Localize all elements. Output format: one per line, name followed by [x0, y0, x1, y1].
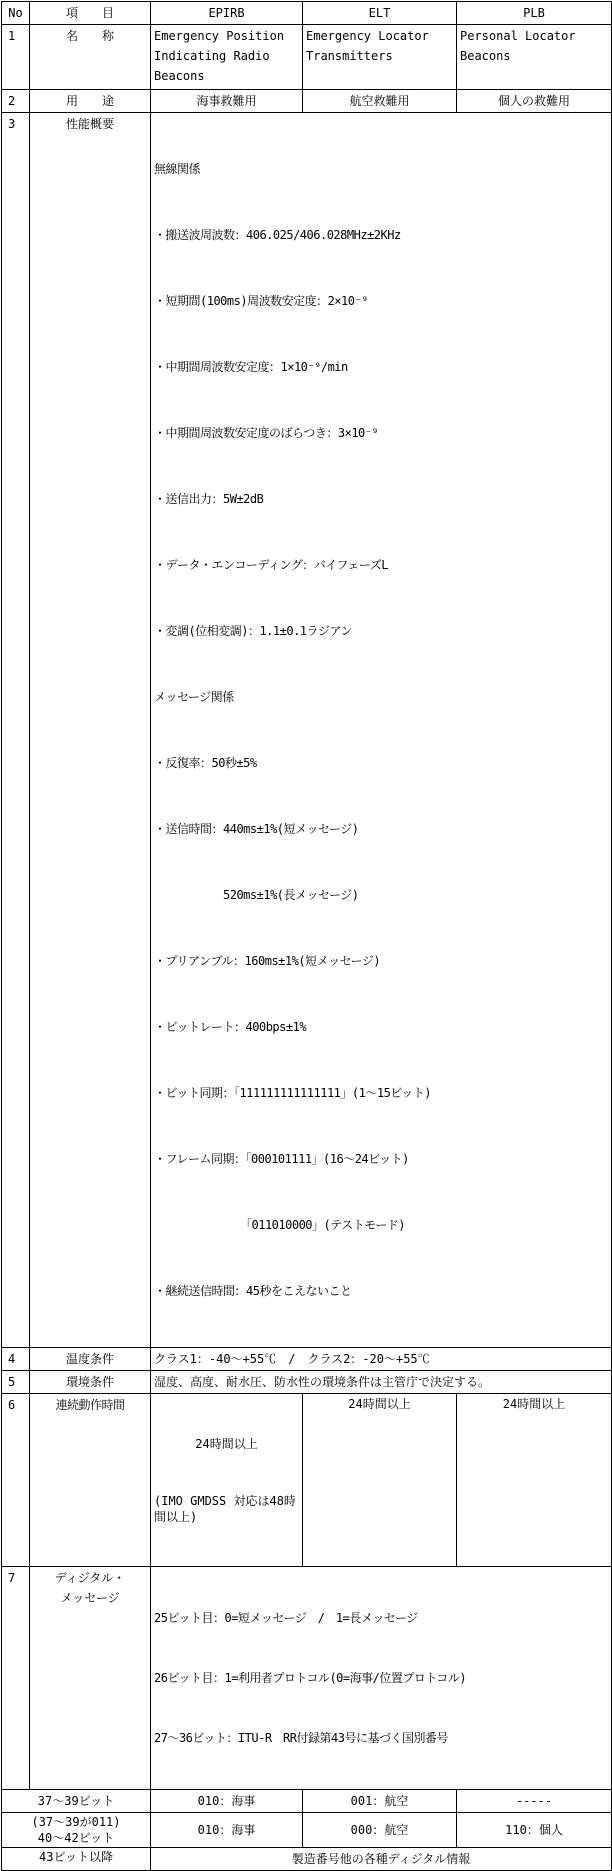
perf-line: ・プリアンブル：160ms±1%(短メッセージ): [154, 954, 381, 968]
row-temperature: [2, 1348, 612, 1371]
row-1-epirb: Emergency Position Indicating Radio Beacons: [151, 25, 303, 90]
row-10-text: 製造番号他の各種ディジタル情報: [151, 1848, 612, 1871]
perf-line: 無線関係: [154, 162, 201, 176]
row-7-no: 7: [2, 1567, 30, 1790]
perf-line: ・搬送波周波数：406.025/406.028MHz±2KHz: [154, 228, 401, 242]
row-9-plb: 110：個人: [457, 1813, 612, 1848]
header-item: 項 目: [30, 2, 151, 25]
row-performance: [2, 113, 612, 1348]
beacon-spec-table: [1, 1, 612, 1871]
row-4-no: 4: [2, 1348, 30, 1371]
row-5-no: 5: [2, 1371, 30, 1394]
row-8-elt: 001：航空: [303, 1790, 457, 1813]
row-9-label: (37〜39が011) 40〜42ビット: [2, 1813, 151, 1848]
row-6-elt: 24時間以上: [303, 1394, 457, 1567]
row-7-item: ディジタル・ メッセージ: [30, 1567, 151, 1790]
row-8-epirb: 010：海事: [151, 1790, 303, 1813]
row-8-plb: -----: [457, 1790, 612, 1813]
row-9-elt: 000：航空: [303, 1813, 457, 1848]
row-6-item: 連続動作時間: [30, 1394, 151, 1567]
row-digital-message: [2, 1567, 612, 1790]
row-9-epirb: 010：海事: [151, 1813, 303, 1848]
perf-line: メッセージ関係: [154, 690, 234, 704]
digital-line: 26ビット目：1=利用者プロトコル(0=海事/位置プロトコル): [154, 1671, 467, 1685]
row-2-no: 2: [2, 90, 30, 113]
row-usage: [2, 90, 612, 113]
row-1-item: 名 称: [30, 25, 151, 90]
row-bits-37-39: [2, 1790, 612, 1813]
perf-line: ・データ・エンコーディング：バイフェーズL: [154, 558, 388, 572]
row-5-text: 湿度、高度、耐水圧、防水性の環境条件は主管庁で決定する。: [151, 1371, 612, 1394]
row-2-plb: 個人の救難用: [457, 90, 612, 113]
perf-line: ・変調(位相変調)：1.1±0.1ラジアン: [154, 624, 353, 638]
perf-line: ・継続送信時間：45秒をこえないこと: [154, 1284, 352, 1298]
perf-line: ・短期間(100ms)周波数安定度：2×10⁻⁹: [154, 294, 368, 308]
perf-line: ・送信出力：5W±2dB: [154, 492, 264, 506]
row-5-item: 環境条件: [30, 1371, 151, 1394]
row-3-no: 3: [2, 113, 30, 1348]
row-6-plb: 24時間以上: [457, 1394, 612, 1567]
row-8-label: 37〜39ビット: [2, 1790, 151, 1813]
row-6-epirb-main: 24時間以上: [195, 1437, 258, 1451]
perf-line: 520ms±1%(長メッセージ): [154, 888, 359, 902]
row-bits-43: [2, 1848, 612, 1871]
digital-line: 27〜36ビット：ITU-R RR付録第43号に基づく国別番号: [154, 1731, 448, 1745]
header-epirb: EPIRB: [151, 2, 303, 25]
row-3-performance: [151, 113, 612, 1348]
perf-line: ・反復率：50秒±5%: [154, 756, 257, 770]
row-4-item: 温度条件: [30, 1348, 151, 1371]
perf-line: ・送信時間：440ms±1%(短メッセージ): [154, 822, 359, 836]
row-operation-time: [2, 1394, 612, 1567]
row-2-epirb: 海事救難用: [151, 90, 303, 113]
row-2-elt: 航空救難用: [303, 90, 457, 113]
header-row: [2, 2, 612, 25]
row-2-item: 用 途: [30, 90, 151, 113]
row-6-epirb: [151, 1394, 303, 1567]
row-1-plb: Personal Locator Beacons: [457, 25, 612, 90]
perf-line: ・ビットレート：400bps±1%: [154, 1020, 307, 1034]
header-elt: ELT: [303, 2, 457, 25]
perf-line: ・フレーム同期：「000101111」(16〜24ビット): [154, 1152, 409, 1166]
perf-line: 「011010000」(テストモード): [154, 1218, 406, 1232]
row-3-item: 性能概要: [30, 113, 151, 1348]
perf-line: ・中期間周波数安定度のばらつき：3×10⁻⁹: [154, 426, 379, 440]
row-1-no: 1: [2, 25, 30, 90]
row-7-text: [151, 1567, 612, 1790]
row-10-label: 43ビット以降: [2, 1848, 151, 1871]
digital-line: 25ビット目：0=短メッセージ / 1=長メッセージ: [154, 1611, 418, 1625]
row-4-text: クラス1：-40〜+55℃ / クラス2：-20〜+55℃: [151, 1348, 612, 1371]
perf-line: ・中期間周波数安定度：1×10⁻⁹/min: [154, 360, 348, 374]
header-plb: PLB: [457, 2, 612, 25]
row-environment: [2, 1371, 612, 1394]
row-name: [2, 25, 612, 90]
perf-line: ・ビット同期：「111111111111111」(1〜15ビット): [154, 1086, 432, 1100]
row-6-no: 6: [2, 1394, 30, 1567]
row-6-epirb-note: (IMO GMDSS 対応は48時間以上): [154, 1494, 296, 1524]
row-bits-40-42: [2, 1813, 612, 1848]
header-no: No: [2, 2, 30, 25]
row-1-elt: Emergency Locator Transmitters: [303, 25, 457, 90]
